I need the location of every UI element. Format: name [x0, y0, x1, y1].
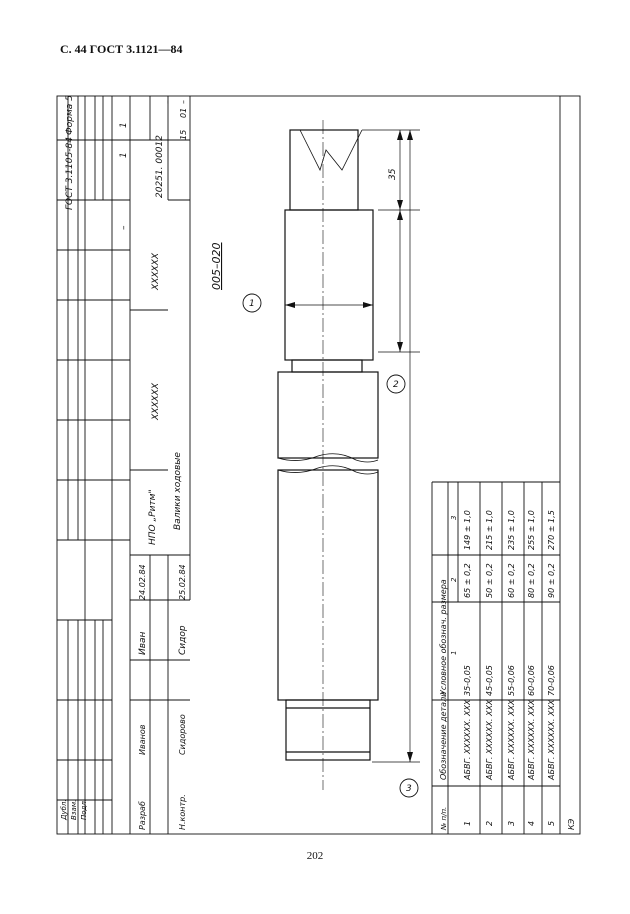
stamp-razrab-sig: Иван — [138, 631, 148, 655]
table-cell-no: 3 — [507, 820, 516, 826]
code-b: XXXXXX — [151, 383, 161, 420]
stamp-razrab-name: Иванов — [138, 724, 147, 755]
table-cell-d1: 60-0,06 — [527, 665, 536, 696]
table-cell-desig: АБВГ. XXXXXX. XXX — [463, 699, 472, 780]
table-cell-d3: 149 ± 1,0 — [463, 510, 472, 550]
page-number: 202 — [306, 850, 324, 862]
doc-code: 20251. 00012 — [155, 135, 165, 198]
table-cell-d1: 35-0,05 — [463, 665, 472, 696]
stamp-dubl: Дубл. — [60, 799, 68, 820]
table-cell-d1: 70-0,06 — [547, 665, 556, 696]
sheets-total: 1 — [119, 152, 129, 158]
dash-mark: – — [119, 225, 129, 230]
stamp-razrab-date: 24.02.84 — [138, 564, 147, 600]
dim-35: 35 — [388, 168, 398, 180]
table-cell-desig: АБВГ. XXXXXX. XXX — [507, 699, 516, 780]
stamp-razrab: Разраб — [138, 801, 147, 830]
stamp-nkontr-date: 25.02.84 — [178, 564, 187, 600]
shaft-end-right — [286, 700, 370, 760]
table-cell-d3: 255 ± 1,0 — [527, 510, 536, 550]
shaft-section-main — [278, 470, 378, 700]
table-cell-d2: 60 ± 0,2 — [507, 563, 516, 598]
stamp-vzam: Взам. — [70, 799, 78, 820]
table-cell-d2: 90 ± 0,2 — [547, 563, 556, 598]
table-cell-d3: 235 ± 1,0 — [507, 510, 516, 550]
table-cell-d2: 50 ± 0,2 — [485, 563, 494, 598]
table-cell-desig: АБВГ. XXXXXX. XXX — [547, 699, 556, 780]
company: НПО „Ритм" — [148, 489, 158, 545]
standard-ref: ГОСТ 3.1105-84 — [65, 137, 75, 210]
form-label: Форма 5 — [65, 95, 75, 135]
sheet-no: 1 — [119, 122, 129, 128]
dimension-lines — [285, 130, 420, 762]
sub-col-2: 2 — [450, 577, 458, 582]
table-cell-d1: 45-0,05 — [485, 665, 494, 696]
table-cell-no: 2 — [485, 820, 494, 826]
shaft-drawing — [278, 120, 378, 790]
stamp-nkontr: Н.контр. — [178, 794, 187, 830]
table-cell-no: 5 — [547, 820, 556, 826]
sub-col-3: 3 — [450, 515, 458, 520]
callout-2-label: 2 — [393, 380, 399, 390]
page-header: С. 44 ГОСТ 3.1121—84 — [60, 42, 183, 56]
callout-3-label: 3 — [406, 784, 412, 794]
col-group-header: Условное обознач. размера — [439, 579, 448, 695]
stamp-podl: Подл. — [80, 798, 88, 820]
table-cell-desig: АБВГ. XXXXXX. XXX — [485, 699, 494, 780]
table-cell-d3: 215 ± 1,0 — [485, 510, 494, 550]
code-a: XXXXXX — [151, 253, 161, 290]
stamp-nkontr-sig: Сидор — [178, 625, 188, 655]
sub-col-1: 1 — [450, 650, 458, 655]
table-cell-d1: 55-0,06 — [507, 665, 516, 696]
footer-code: КЭ — [567, 818, 576, 830]
table-cell-no: 4 — [527, 820, 536, 826]
operation-code: 005–020 — [210, 242, 223, 290]
table-cell-desig: АБВГ. XXXXXX. XXX — [527, 699, 536, 780]
shaft-end-left — [290, 130, 358, 210]
small-cell-2: 01 — [179, 107, 188, 118]
small-cell-1: 15 — [179, 129, 188, 140]
table-cell-no: 1 — [463, 820, 472, 826]
small-cell-4: – — [163, 100, 172, 104]
part-name: Валики ходовые — [173, 452, 183, 530]
col-desig-header: Обозначение детали — [439, 691, 448, 780]
table-cell-d3: 270 ± 1,5 — [547, 510, 556, 550]
callout-1-label: 1 — [249, 299, 255, 309]
table-cell-d2: 80 ± 0,2 — [527, 563, 536, 598]
col-no-header: № п/п. — [440, 806, 448, 830]
shaft-section-1 — [285, 210, 373, 360]
dimension-arrows — [285, 130, 413, 762]
table-cell-d2: 65 ± 0,2 — [463, 563, 472, 598]
small-cell-3: – — [179, 100, 188, 104]
stamp-nkontr-name: Сидорово — [178, 714, 187, 755]
